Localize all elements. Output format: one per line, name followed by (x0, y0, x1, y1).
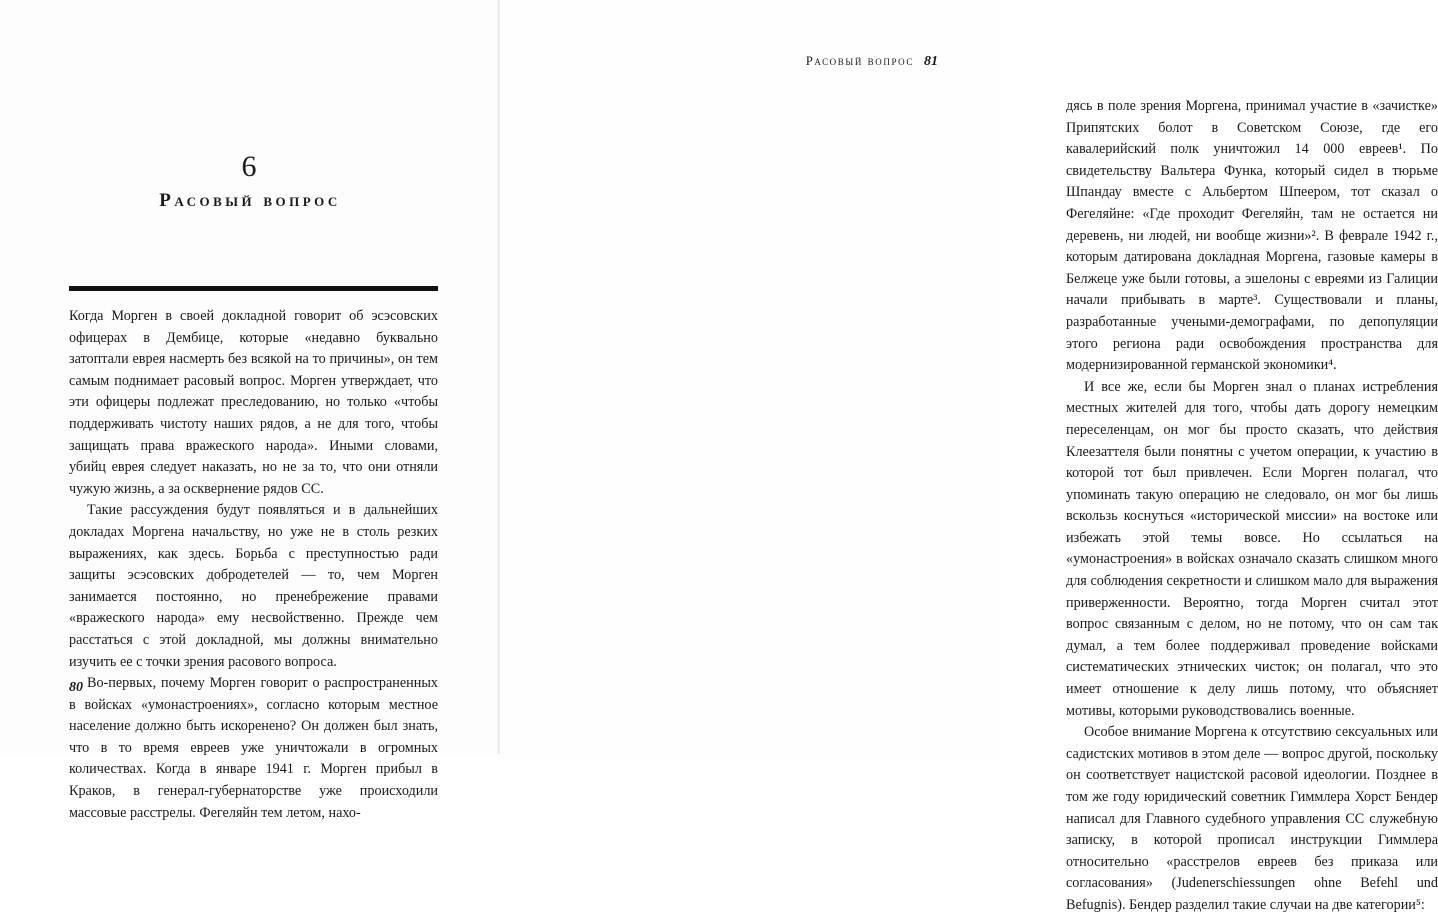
paragraph: дясь в поле зрения Моргена, принимал участие в «зачистке» Припятских болот в Советском Союзе, где его кавалерийский полк уничтожил 14 000 евреев¹. По свидетельству Вальтера Функа, который сидел в тюрьме Шпандау вместе с Альбертом Шпеером, тот сказал о Фегеляйне: «Где проходит Фегеляйн, там не остается ни деревень, ни людей, ни вообще жизни»². В феврале 1942 г., которым датирована докладная Моргена, газовые камеры в Белжеце уже были готовы, а эшелоны с евреями из Галиции начали прибывать в марте³. Существовали и планы, разработанные учеными-демографами, по депопуляции этого региона ради освобождения пространства для модернизированной германской экономики⁴. (1066, 98, 1438, 374)
running-head (806, 54, 938, 70)
paragraph: Особое внимание Моргена к отсутствию сексуальных или садистских мотивов в этом деле — вопрос другой, поскольку он соответствует нацистской расовой идеологии. Позднее в том же году юридический советник Гиммлера Хорст Бендер написал для Главного судебного управления СС служебную записку, в которой прописал инструкции Гиммлера относительно «расстрелов евреев без приказа или согласования» (Judenerschiessungen ohne Befehl und Befugnis). Бендер разделил такие случаи на две категории⁵: (1066, 724, 1438, 913)
chapter-rule (69, 286, 438, 291)
right-page-number: 81 (924, 54, 938, 69)
chapter-title: Расовый вопрос (159, 190, 341, 211)
paragraph: Когда Морген в своей докладной говорит об эсэсовских офицерах в Дембице, которые «недавно буквально затоптали еврея насмерть без всякой на то причины», он тем самым поднимает расовый вопрос. Морген утверждает, что эти офицеры подлежат преследованию, но только «чтобы поддерживать чистоту наших рядов, а не для того, чтобы защищать права вражеского народа». Иными словами, убийц еврея следует наказать, но не за то, что они отняли чужую жизнь, а за осквернение рядов СС. (69, 308, 438, 497)
right-page (500, 0, 1438, 913)
running-head-title: Расовый вопрос (805, 54, 914, 68)
paragraph: Во-первых, почему Морген говорит о распространенных в войсках «умонастроениях», согласно которым местное население должно быть искоренено? Он должен был знать, что в то время евреев уже уничтожали в огромных количествах. Когда в январе 1941 г. Морген прибыл в Краков, в генерал-губернаторстве уже происходили массовые расстрелы. Фегеляйн тем летом, нахо- (69, 675, 438, 821)
chapter-number: 6 (241, 150, 259, 183)
left-page (0, 0, 500, 821)
left-page-number: 80 (69, 680, 83, 695)
paragraph: И все же, если бы Морген знал о планах истребления местных жителей для того, чтобы дать дорогу немецким переселенцам, он мог бы просто сказать, что действия Клеезаттеля были понятны с учетом операции, к участию в которой тот был привлечен. Если Морген полагал, что упоминать такую операцию не следовало, он мог бы лишь вскользь коснуться «исторической миссии» на востоке или избежать этой темы вовсе. Но ссылаться на «умонастроения» в войсках означало сказать слишком много для соблюдения секретности и слишком мало для выражения приверженности. Вероятно, тогда Морген считал этот вопрос связанным с делом, но не потому, что он сам так думал, а тем более поддерживал проведение войсками систематических этнических чисток; он полагал, что это имеет отношение к делу лишь потому, что объясняет мотивы, которыми руководствовались военные. (1066, 378, 1438, 719)
right-body-text (1066, 96, 1438, 917)
left-body-text (69, 306, 438, 824)
paragraph: Такие рассуждения будут появляться и в дальнейших докладах Моргена начальству, но уже не в столь резких выражениях, как здесь. Борьба с преступностью ради защиты эсэсовских добродетелей — то, чем Морген занимается постоянно, но пренебрежение правами «вражеского народа» ему несвойственно. Прежде чем расстаться с этой докладной, мы должны внимательно изучить ее с точки зрения расового вопроса. (69, 502, 438, 670)
